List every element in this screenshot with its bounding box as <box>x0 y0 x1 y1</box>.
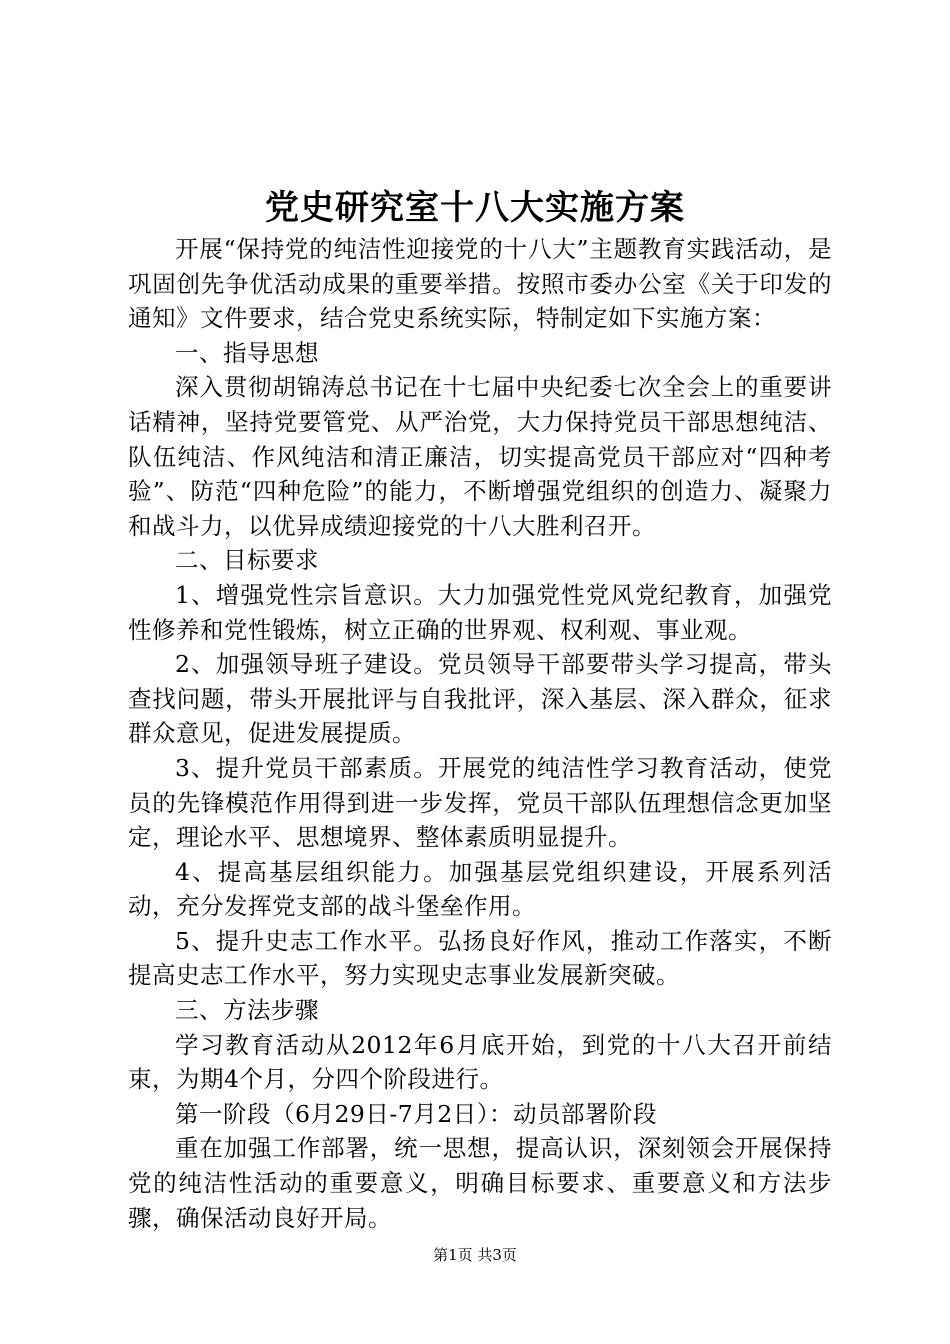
section-heading-guiding-thought: 一、指导思想 <box>175 338 319 367</box>
document-title: 党史研究室十八大实施方案 <box>265 188 685 228</box>
goal-item-2: 2、加强领导班子建设。党员领导干部要带头学习提高，带头查找问题，带头开展批评与自我批评，深入基层、深入群众，征求群众意见，促进发展提质。 <box>128 650 832 748</box>
goal-item-4: 4、提高基层组织能力。加强基层党组织建设，开展系列活动，充分发挥党支部的战斗堡垒作用。 <box>128 857 832 921</box>
goal-item-1: 1、增强党性宗旨意识。大力加强党性党风党纪教育，加强党性修养和党性锻炼，树立正确的世界观、权利观、事业观。 <box>128 580 832 644</box>
stage-one-heading: 第一阶段（6月29日-7月2日）：动员部署阶段 <box>175 1099 657 1128</box>
section-heading-goals: 二、目标要求 <box>175 546 319 575</box>
section-heading-steps: 三、方法步骤 <box>175 996 319 1025</box>
page-number-footer: 第1页 共3页 <box>433 1246 517 1264</box>
intro-paragraph: 开展“保持党的纯洁性迎接党的十八大”主题教育实践活动，是巩固创先争优活动成果的重要举措。按照市委办公室《关于印发的通知》文件要求，结合党史系统实际，特制定如下实施方案： <box>128 235 832 333</box>
steps-overview-paragraph: 学习教育活动从2012年6月底开始，到党的十八大召开前结束，为期4个月，分四个阶段进行。 <box>128 1030 832 1094</box>
goal-item-5: 5、提升史志工作水平。弘扬良好作风，推动工作落实，不断提高史志工作水平，努力实现史志事业发展新突破。 <box>128 926 832 990</box>
guiding-thought-paragraph: 深入贯彻胡锦涛总书记在十七届中央纪委七次全会上的重要讲话精神，坚持党要管党、从严治党，大力保持党员干部思想纯洁、队伍纯洁、作风纯洁和清正廉洁，切实提高党员干部应对“四种考验”、防范“四种危险”的能力，不断增强党组织的创造力、凝聚力和战斗力，以优异成绩迎接党的十八大胜利召开。 <box>128 373 832 540</box>
stage-one-paragraph: 重在加强工作部署，统一思想，提高认识，深刻领会开展保持党的纯洁性活动的重要意义，明确目标要求、重要意义和方法步骤，确保活动良好开局。 <box>128 1134 832 1232</box>
document-body <box>128 232 832 1235</box>
goal-item-3: 3、提升党员干部素质。开展党的纯洁性学习教育活动，使党员的先锋模范作用得到进一步发挥，党员干部队伍理想信念更加坚定，理论水平、思想境界、整体素质明显提升。 <box>128 753 832 852</box>
